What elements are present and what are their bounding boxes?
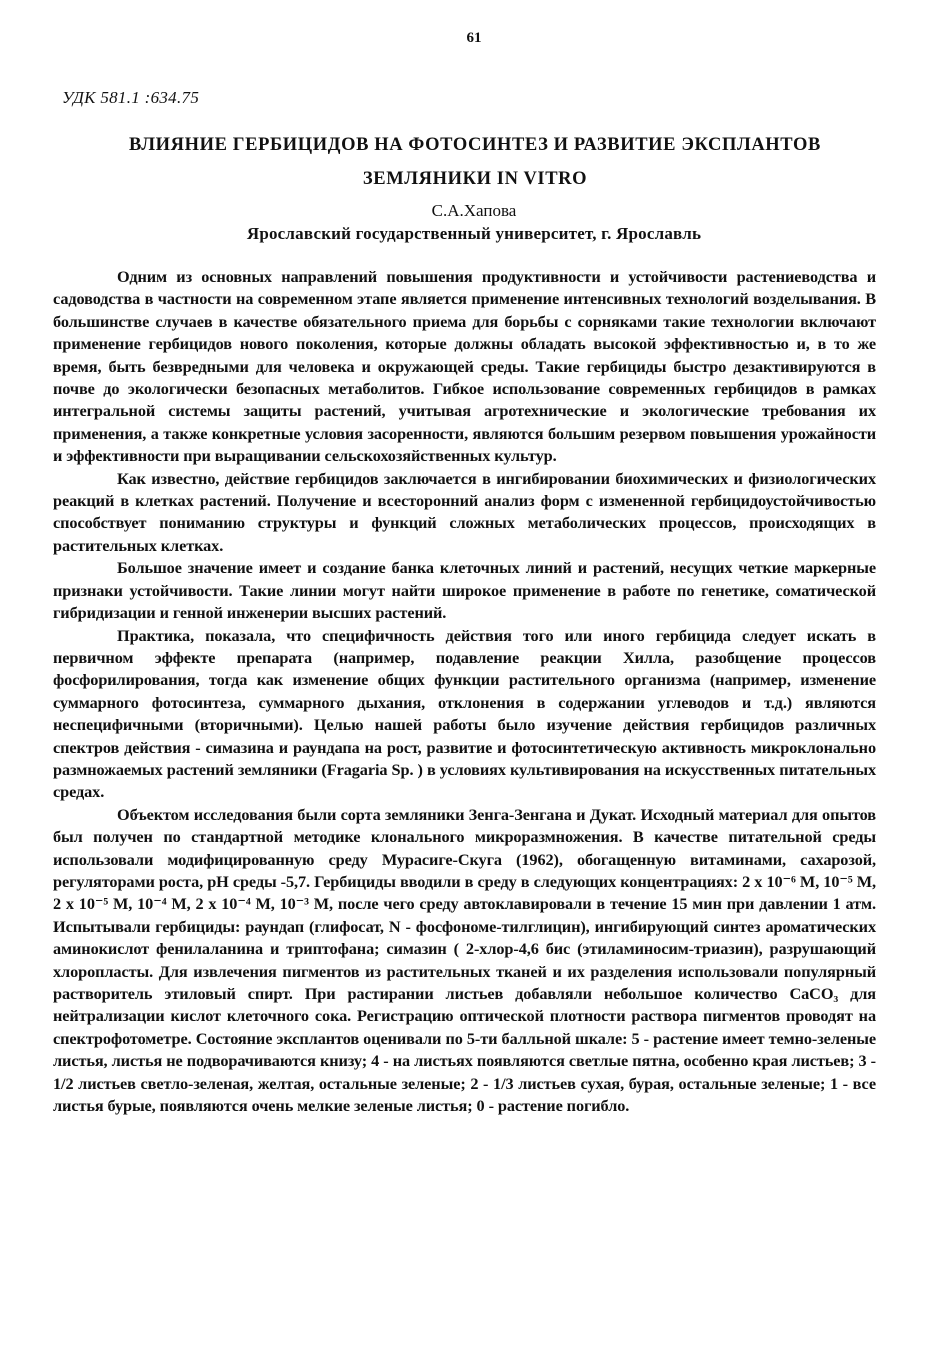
paragraph: Объектом исследования были сорта земляники Зенга-Зенгана и Дукат. Исходный материал для опытов был получен по стандартной методике клонального микроразмножения. В качестве питательной среды использовали модифицированную среду Мурасиге-Скуга (1962), обогащенную витаминами, сахарозой, регуляторами роста, pH среды -5,7. Гербициды вводили в среду в следующих концентрациях: 2 х 10⁻⁶ М, 10⁻⁵ М, 2 х 10⁻⁵ М, 10⁻⁴ М, 2 х 10⁻⁴ М, 10⁻³ М, после чего среду автоклавировали в течение 15 мин при давлении 1 атм. Испытывали гербициды: раундап (глифосат, N - фосфономе-тилглицин), ингибирующий синтез ароматических аминокислот фенилаланина и триптофана; симазин ( 2-хлор-4,6 бис (этиламиносим-триазин), разрушающий хлоропласты. Для извлечения пигментов из растительных тканей и их разделения использовали популярный растворитель этиловый спирт. При растирании листьев добавляли небольшое количество CaCO₃ для нейтрализации кислот клеточного сока. Регистрацию оптической плотности раствора пигментов проводят на спектрофотометре. Состояние эксплантов оценивали по 5-ти балльной шкале: 5 - растение имеет темно-зеленые листья, листья не подворачиваются книзу; 4 - на листьях появляются светлые пятна, особенно края листьев; 3 - 1/2 листьев светло-зеленая, желтая, остальные зеленые; 2 - 1/3 листьев сухая, бурая, остальные зеленые; 1 - все листья бурые, появляются очень мелкие зеленые листья; 0 - растение погибло.: [53, 804, 876, 1116]
title-line-1: ВЛИЯНИЕ ГЕРБИЦИДОВ НА ФОТОСИНТЕЗ И РАЗВИТИЕ ЭКСПЛАНТОВ: [129, 135, 821, 155]
author-name: С.А.Хапова: [431, 201, 517, 220]
article-title: [60, 128, 890, 196]
paragraph: Как известно, действие гербицидов заключается в ингибировании биохимических и физиологических реакций в клетках растений. Получение и всесторонний анализ форм с измененной гербицидоустойчивостью способствует пониманию структуры и функций сложных метаболических процессов, происходящих в растительных клетках.: [53, 468, 876, 555]
paragraph: Практика, показала, что специфичность действия того или иного гербицида следует искать в первичном эффекте препарата (например, подавление реакции Хилла, разобщение процессов фосфорилирования, тогда как изменение общих функции растительного организма (например, изменение суммарного фотосинтеза, суммарного дыхания, отклонения в содержании углеводов и т.д.) являются неспецифичными (вторичными). Целью нашей работы было изучение действия гербицидов различных спектров действия - симазина и раундапа на рост, развитие и фотосинтетическую активность микроклонально размножаемых растений земляники (Fragaria Sp. ) в условиях культивирования на искусственных питательных средах.: [53, 625, 876, 802]
paragraph: Большое значение имеет и создание банка клеточных линий и растений, несущих четкие маркерные признаки устойчивости. Такие линии могут найти широкое применение в работе по генетике, соматической гибридизации и генной инженерии высших растений.: [53, 558, 876, 623]
paragraph: Одним из основных направлений повышения продуктивности и устойчивости растениеводства и садоводства в частности на современном этапе является применение интенсивных технологий возделывания. В большинстве случаев в качестве обязательного приема для борьбы с сорняками такие технологии включают применение гербицидов нового поколения, которые должны обладать высокой эффективностью и, в то же время, быть безвредными для человека и окружающей среды. Такие гербициды быстро дезактивируются в почве до экологически безопасных метаболитов. Гибкое использование современных гербицидов в рамках интегральной системы защиты растений, учитывая агротехнические и экологические требования их применения, а также конкретные условия засоренности, являются большим резервом повышения урожайности и эффективности при выращивании сельскохозяйственных культур.: [53, 267, 876, 466]
title-line-2: ЗЕМЛЯНИКИ IN VITRO: [362, 169, 588, 189]
author-affiliation: Ярославский государственный университет, г. Ярославль: [246, 224, 702, 243]
page-number: 61: [466, 30, 482, 46]
udc-code: УДК 581.1 :634.75: [62, 88, 200, 107]
article-body: [53, 266, 876, 1117]
